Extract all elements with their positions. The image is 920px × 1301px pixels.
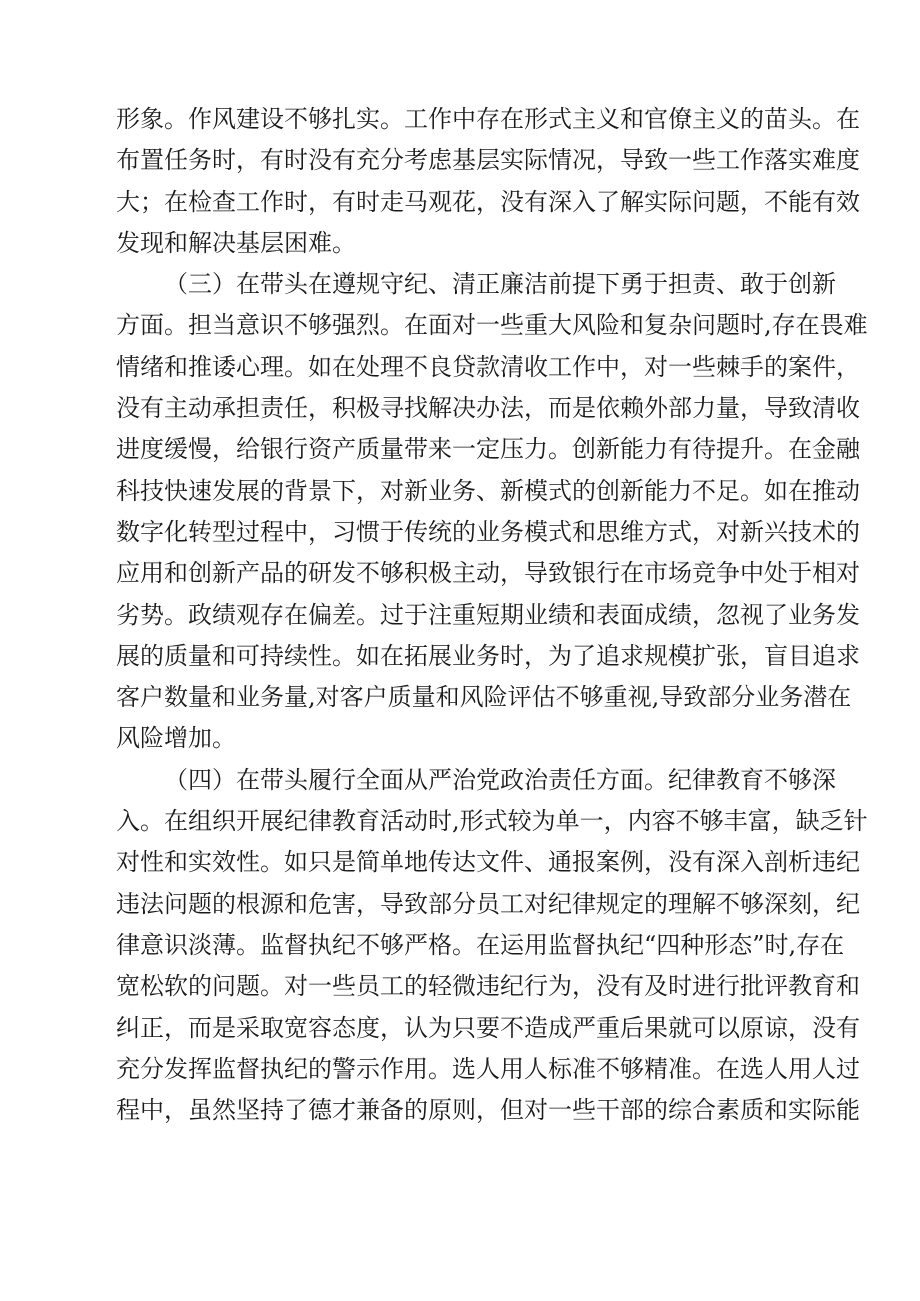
text-line: 发现和解决基层困难。 xyxy=(116,228,356,257)
text-line: 展的质量和可持续性。如在拓展业务时，为了追求规模扩张，盲目追求 xyxy=(116,641,860,670)
section-three-heading-line: （三）在带头在遵规守纪、清正廉洁前提下勇于担责、敢于创新 xyxy=(164,270,836,299)
text-line: 劣势。政绩观存在偏差。过于注重短期业绩和表面成绩，忽视了业务发 xyxy=(116,600,860,629)
text-line: 客户数量和业务量,对客户质量和风险评估不够重视,导致部分业务潜在 xyxy=(116,683,852,712)
text-line: 进度缓慢，给银行资产质量带来一定压力。创新能力有待提升。在金融 xyxy=(116,435,860,464)
text-line: 布置任务时，有时没有充分考虑基层实际情况，导致一些工作落实难度 xyxy=(116,146,860,175)
text-line: 应用和创新产品的研发不够积极主动，导致银行在市场竞争中处于相对 xyxy=(116,559,860,588)
text-line: 入。在组织开展纪律教育活动时,形式较为单一，内容不够丰富，缺乏针 xyxy=(116,807,868,836)
text-line: 宽松软的问题。对一些员工的轻微违纪行为，没有及时进行批评教育和 xyxy=(116,972,860,1001)
paragraph-section-three xyxy=(116,264,868,760)
paragraph-continued xyxy=(116,99,860,264)
text-line: 律意识淡薄。监督执纪不够严格。在运用监督执纪“四种形态”时,存在 xyxy=(116,930,845,959)
text-line: 大；在检查工作时，有时走马观花，没有深入了解实际问题，不能有效 xyxy=(116,187,860,216)
text-line: 程中，虽然坚持了德才兼备的原则，但对一些干部的综合素质和实际能 xyxy=(116,1096,860,1125)
text-line: 没有主动承担责任，积极寻找解决办法，而是依赖外部力量，导致清收 xyxy=(116,394,860,423)
text-line: 方面。担当意识不够强烈。在面对一些重大风险和复杂问题时,存在畏难 xyxy=(116,311,868,340)
text-line: 充分发挥监督执纪的警示作用。选人用人标准不够精准。在选人用人过 xyxy=(116,1054,860,1083)
text-line: 科技快速发展的背景下，对新业务、新模式的创新能力不足。如在推动 xyxy=(116,476,860,505)
section-four-heading-line: （四）在带头履行全面从严治党政治责任方面。纪律教育不够深 xyxy=(164,765,836,794)
text-line: 形象。作风建设不够扎实。工作中存在形式主义和官僚主义的苗头。在 xyxy=(116,105,860,133)
document-body xyxy=(116,99,868,1131)
text-line: 风险增加。 xyxy=(116,724,236,753)
text-line: 对性和实效性。如只是简单地传达文件、通报案例，没有深入剖析违纪 xyxy=(116,848,860,877)
text-line: 情绪和推诿心理。如在处理不良贷款清收工作中，对一些棘手的案件， xyxy=(116,352,860,381)
text-line: 纠正，而是采取宽容态度，认为只要不造成严重后果就可以原谅，没有 xyxy=(116,1013,860,1042)
paragraph-section-four xyxy=(116,760,868,1132)
text-line: 数字化转型过程中，习惯于传统的业务模式和思维方式，对新兴技术的 xyxy=(116,517,860,546)
text-line: 违法问题的根源和危害，导致部分员工对纪律规定的理解不够深刻，纪 xyxy=(116,889,860,918)
